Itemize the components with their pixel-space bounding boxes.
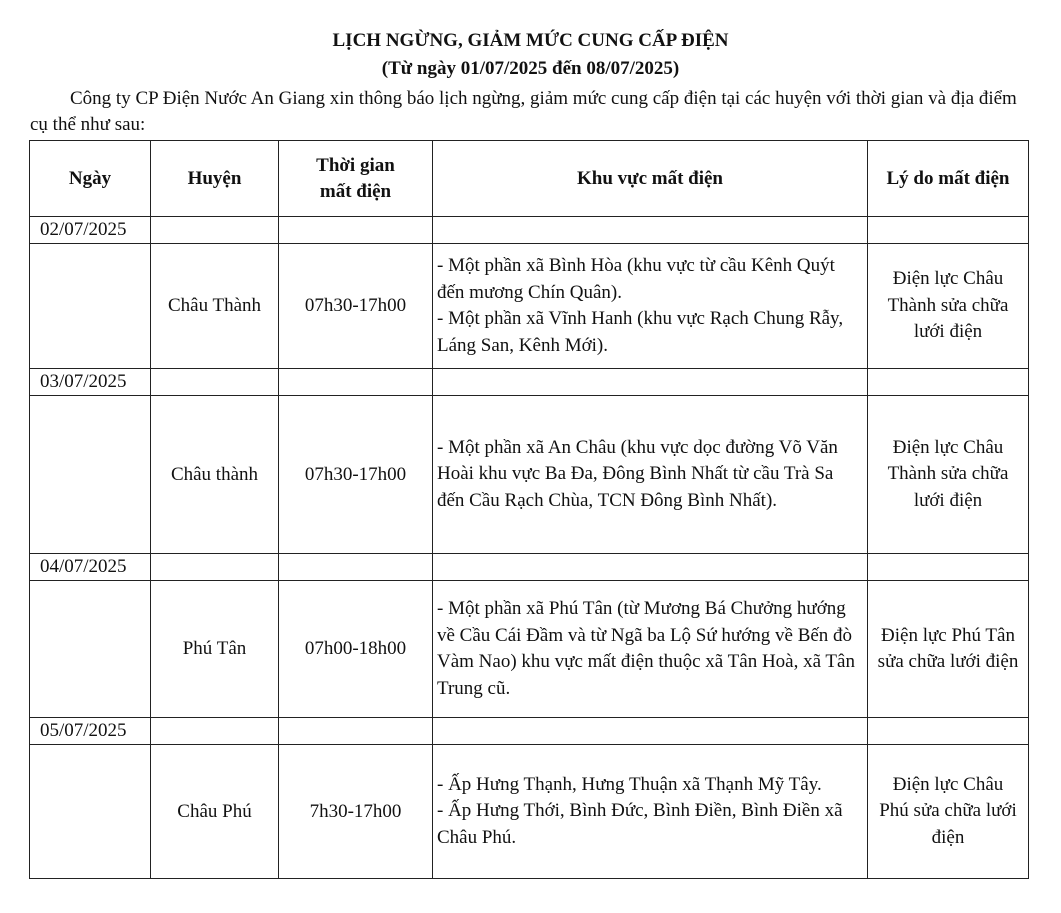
empty-cell xyxy=(868,369,1029,396)
district-cell: Châu Thành xyxy=(151,244,279,369)
empty-cell xyxy=(30,745,151,879)
intro-paragraph: Công ty CP Điện Nước An Giang xin thông báo lịch ngừng, giảm mức cung cấp điện tại các huyện với thời gian và địa điểm cụ thể như sau: xyxy=(30,88,1017,135)
empty-cell xyxy=(279,369,433,396)
reason-cell: Điện lực Phú Tân sửa chữa lưới điện xyxy=(868,581,1029,718)
area-item: - Ấp Hưng Thới, Bình Đức, Bình Điền, Bình Điền xã Châu Phú. xyxy=(437,800,843,848)
document-title: LỊCH NGỪNG, GIẢM MỨC CUNG CẤP ĐIỆN xyxy=(332,30,729,51)
time-cell: 07h00-18h00 xyxy=(279,581,433,718)
empty-cell xyxy=(433,718,868,745)
empty-cell xyxy=(868,554,1029,581)
area-cell xyxy=(433,581,868,718)
time-cell: 7h30-17h00 xyxy=(279,745,433,879)
district-cell: Châu Phú xyxy=(151,745,279,879)
area-item: - Một phần xã An Châu (khu vực dọc đường Võ Văn Hoài khu vực Ba Đa, Đông Bình Nhất từ cầu Trà Sa đến Cầu Rạch Chùa, TCN Đông Bình Nhất). xyxy=(437,436,838,511)
table-row xyxy=(30,581,1029,718)
header-area: Khu vực mất điện xyxy=(433,141,868,217)
empty-cell xyxy=(30,244,151,369)
table-header-row xyxy=(30,141,1029,217)
reason-cell: Điện lực Châu Thành sửa chữa lưới điện xyxy=(868,244,1029,369)
district-cell: Châu thành xyxy=(151,396,279,554)
district-cell: Phú Tân xyxy=(151,581,279,718)
empty-cell xyxy=(433,217,868,244)
header-time xyxy=(279,141,433,217)
table-row xyxy=(30,396,1029,554)
empty-cell xyxy=(279,217,433,244)
date-cell: 05/07/2025 xyxy=(30,718,151,745)
empty-cell xyxy=(868,217,1029,244)
reason-cell: Điện lực Châu Thành sửa chữa lưới điện xyxy=(868,396,1029,554)
outage-schedule-table xyxy=(29,140,1029,879)
empty-cell xyxy=(868,718,1029,745)
date-row xyxy=(30,554,1029,581)
area-cell xyxy=(433,244,868,369)
empty-cell xyxy=(151,369,279,396)
area-item: - Ấp Hưng Thạnh, Hưng Thuận xã Thạnh Mỹ Tây. xyxy=(437,773,822,795)
document-subtitle: (Từ ngày 01/07/2025 đến 08/07/2025) xyxy=(381,58,680,79)
table-row xyxy=(30,745,1029,879)
empty-cell xyxy=(30,396,151,554)
date-cell: 02/07/2025 xyxy=(30,217,151,244)
date-cell: 03/07/2025 xyxy=(30,369,151,396)
date-cell: 04/07/2025 xyxy=(30,554,151,581)
empty-cell xyxy=(433,369,868,396)
empty-cell xyxy=(433,554,868,581)
area-cell xyxy=(433,745,868,879)
header-time-line1: Thời gian xyxy=(316,154,395,176)
empty-cell xyxy=(30,581,151,718)
area-item: - Một phần xã Bình Hòa (khu vực từ cầu Kênh Quýt đến mương Chín Quân). xyxy=(437,255,835,303)
time-cell: 07h30-17h00 xyxy=(279,396,433,554)
date-row xyxy=(30,369,1029,396)
table-row xyxy=(30,244,1029,369)
empty-cell xyxy=(279,554,433,581)
empty-cell xyxy=(151,554,279,581)
header-time-line2: mất điện xyxy=(319,180,392,202)
date-row xyxy=(30,217,1029,244)
time-cell: 07h30-17h00 xyxy=(279,244,433,369)
date-row xyxy=(30,718,1029,745)
empty-cell xyxy=(279,718,433,745)
area-item: - Một phần xã Vĩnh Hanh (khu vực Rạch Chung Rẫy, Láng San, Kênh Mới). xyxy=(437,308,844,356)
area-item: - Một phần xã Phú Tân (từ Mương Bá Chưởng hướng về Cầu Cái Đầm và từ Ngã ba Lộ Sứ hướng về Bến đò Vàm Nao) khu vực mất điện thuộc xã Tân Hoà, xã Tân Trung cũ. xyxy=(437,598,855,699)
area-cell xyxy=(433,396,868,554)
header-district: Huyện xyxy=(151,141,279,217)
empty-cell xyxy=(151,718,279,745)
reason-cell: Điện lực Châu Phú sửa chữa lưới điện xyxy=(868,745,1029,879)
header-reason: Lý do mất điện xyxy=(868,141,1029,217)
header-date: Ngày xyxy=(30,141,151,217)
empty-cell xyxy=(151,217,279,244)
